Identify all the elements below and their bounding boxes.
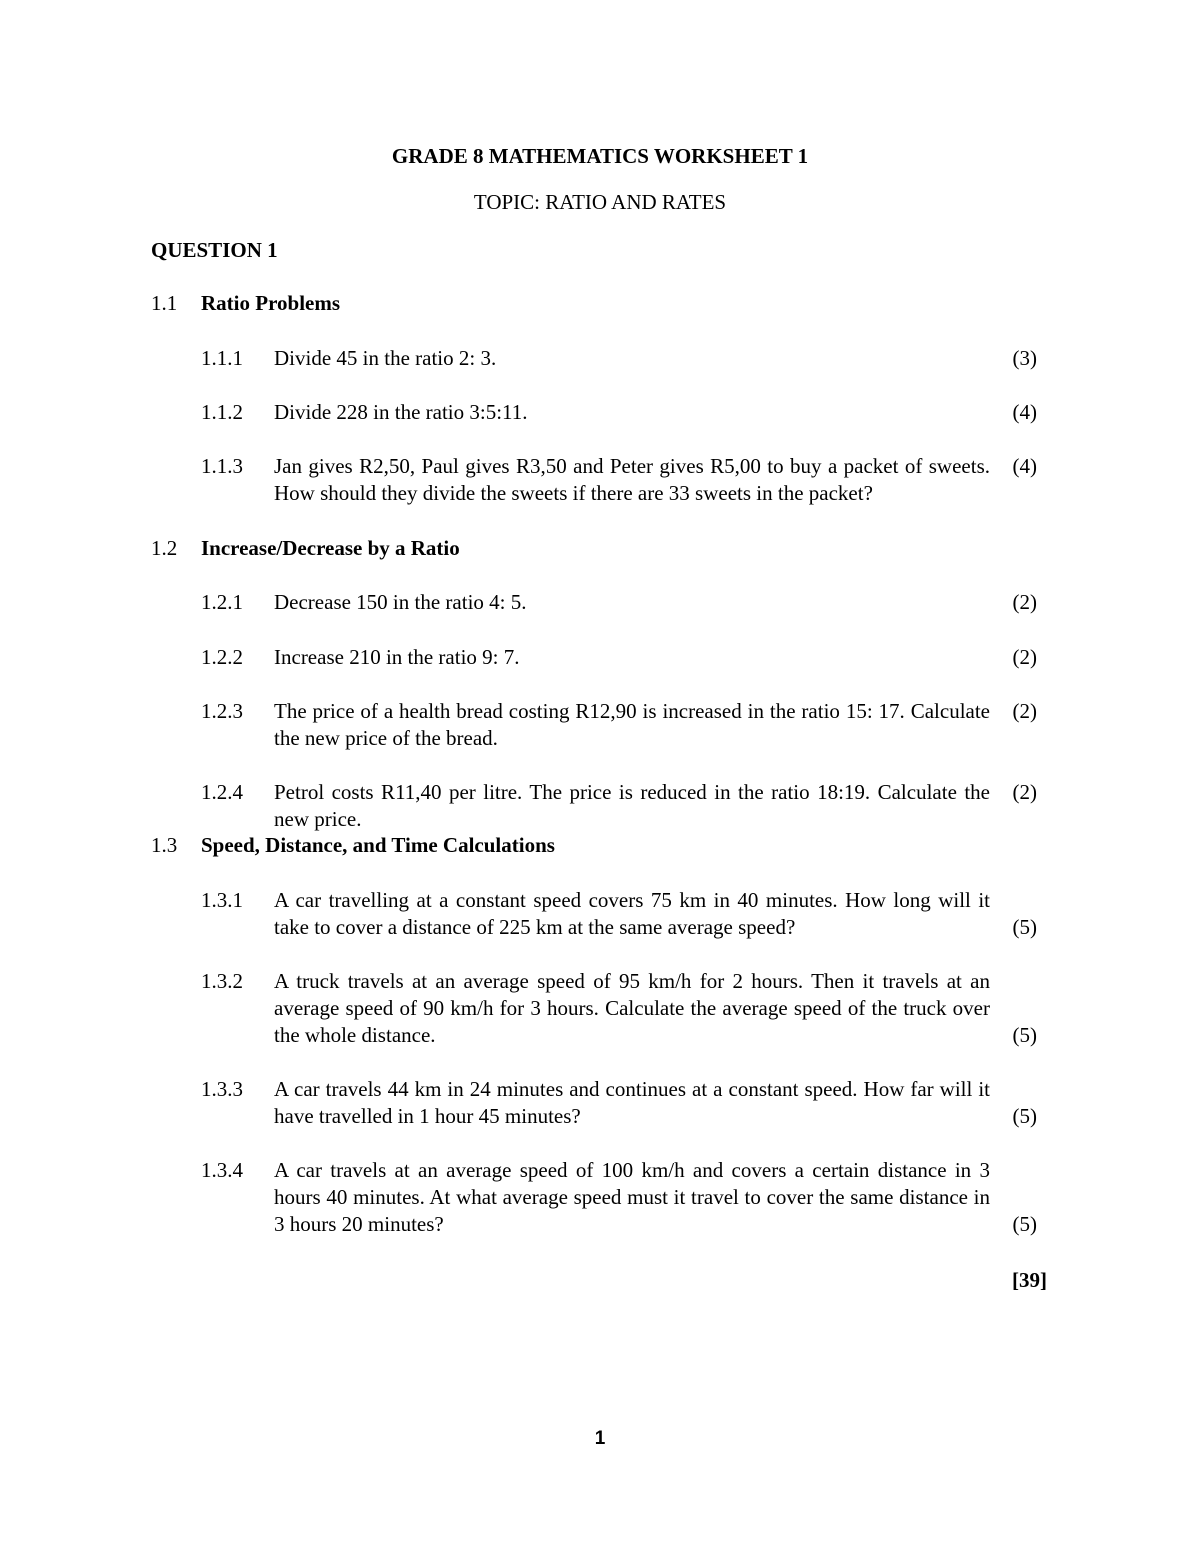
page-number: 1 [594,1428,606,1449]
item-marks: (2) [1012,699,1037,723]
item-number: 1.3.3 [201,1077,243,1101]
item-marks: (5) [1012,915,1037,939]
item-text: Petrol costs R11,40 per litre. The price is reduced in the ratio 18:19. Calculate the new price. [274,780,990,831]
item-number: 1.2.1 [201,590,243,614]
item-marks: (4) [1012,400,1037,424]
item-marks: (4) [1012,454,1037,478]
section-heading [151,291,340,316]
item-marks: (3) [1012,346,1037,370]
item-number: 1.1.2 [201,400,243,424]
item-number: 1.2.3 [201,699,243,723]
question-heading: QUESTION 1 [151,238,278,262]
item-number: 1.1.1 [201,346,243,370]
item-marks: (5) [1012,1212,1037,1236]
section-label: Increase/Decrease by a Ratio [201,536,460,560]
item-marks: (2) [1012,780,1037,804]
item-text: Divide 45 in the ratio 2: 3. [274,346,497,370]
page-title: GRADE 8 MATHEMATICS WORKSHEET 1 [391,144,809,168]
section-heading [151,536,460,561]
item-text: Increase 210 in the ratio 9: 7. [274,645,520,669]
item-text: The price of a health bread costing R12,90 is increased in the ratio 15: 17. Calculate the new price of the bread. [274,699,990,750]
item-marks: (5) [1012,1104,1037,1128]
item-text: A car travels at an average speed of 100 km/h and covers a certain distance in 3 hours 40 minutes. At what average speed must it travel to cover the same distance in 3 hours 20 minutes? [274,1158,990,1236]
topic-line: TOPIC: RATIO AND RATES [473,190,727,214]
item-number: 1.2.4 [201,780,243,804]
item-marks: (5) [1012,1023,1037,1047]
section-number: 1.1 [151,291,178,315]
item-text: A car travelling at a constant speed covers 75 km in 40 minutes. How long will it take to cover a distance of 225 km at the same average speed? [274,888,990,939]
section-label: Speed, Distance, and Time Calculations [201,833,555,857]
item-text: Jan gives R2,50, Paul gives R3,50 and Peter gives R5,00 to buy a packet of sweets. How should they divide the sweets if there are 33 sweets in the packet? [274,454,990,505]
item-number: 1.1.3 [201,454,243,478]
item-text: A car travels 44 km in 24 minutes and continues at a constant speed. How far will it have travelled in 1 hour 45 minutes? [274,1077,990,1128]
item-number: 1.2.2 [201,645,243,669]
item-number: 1.3.2 [201,969,243,993]
item-text: Decrease 150 in the ratio 4: 5. [274,590,527,614]
item-number: 1.3.1 [201,888,243,912]
section-heading [151,833,555,858]
section-number: 1.2 [151,536,178,560]
item-number: 1.3.4 [201,1158,243,1182]
item-text: Divide 228 in the ratio 3:5:11. [274,400,528,424]
item-marks: (2) [1012,590,1037,614]
item-text: A truck travels at an average speed of 95 km/h for 2 hours. Then it travels at an average speed of 90 km/h for 3 hours. Calculate the average speed of the truck over the whole distance. [274,969,990,1047]
section-label: Ratio Problems [201,291,341,315]
total-marks: [39] [1012,1268,1047,1292]
section-number: 1.3 [151,833,178,857]
item-marks: (2) [1012,645,1037,669]
